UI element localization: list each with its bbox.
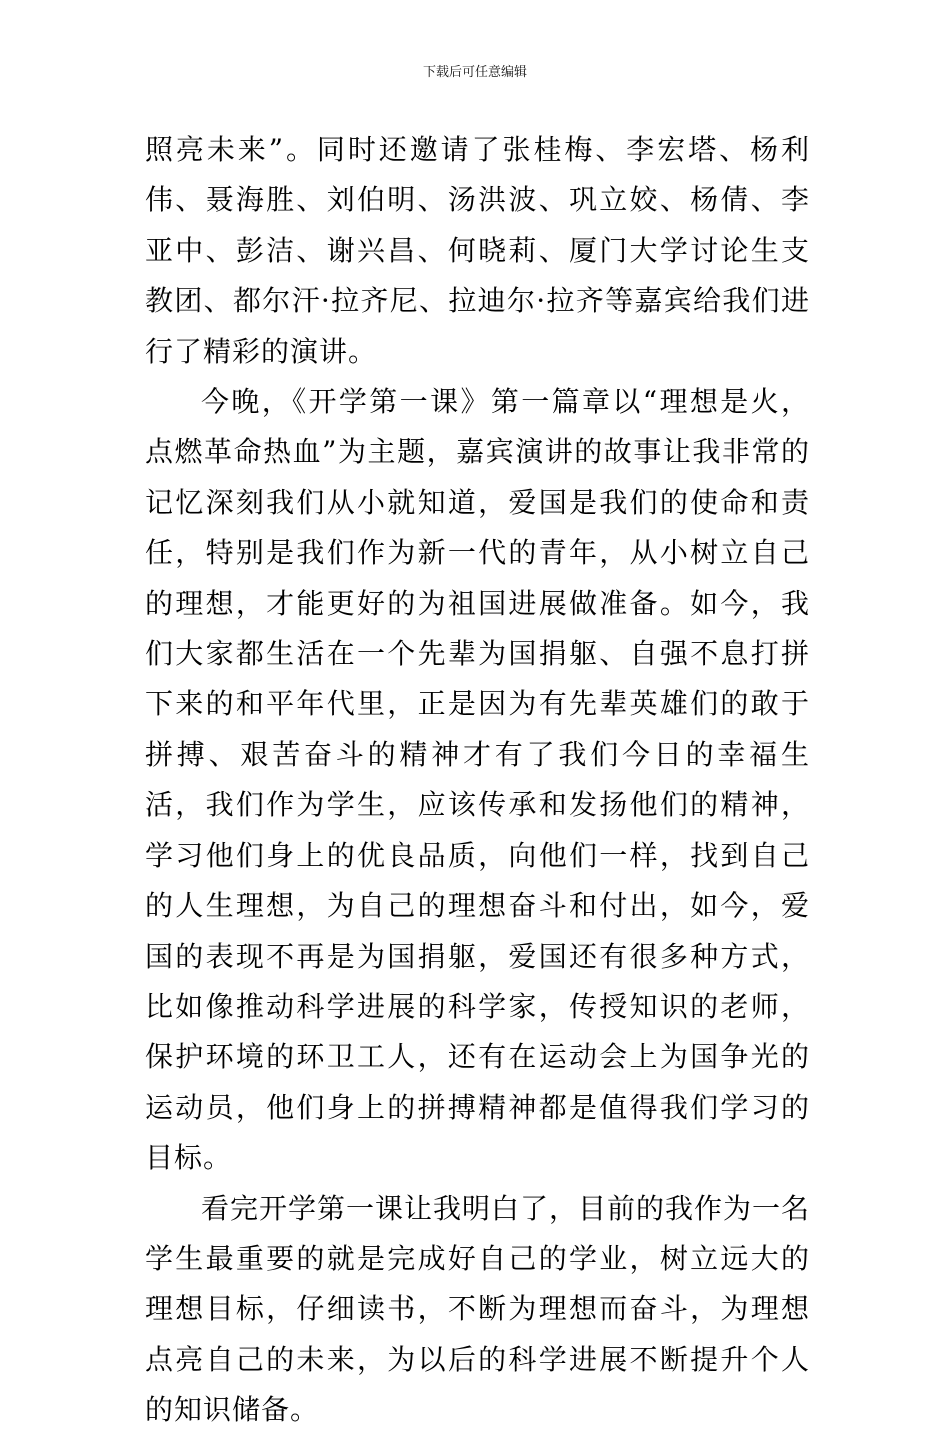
paragraph-3: 看完开学第一课让我明白了，目前的我作为一名学生最重要的就是完成好自己的学业，树立远大的理想目标，仔细读书，不断为理想而奋斗，为理想点亮自己的未来，为以后的科学进展不断提升个人的知识储备。: [145, 1191, 811, 1427]
paragraph-2: 今晚，《开学第一课》第一篇章以“理想是火，点燃革命热血”为主题，嘉宾演讲的故事让我非常的记忆深刻我们从小就知道，爱国是我们的使命和责任，特别是我们作为新一代的青年，从小树立自己的理想，才能更好的为祖国进展做准备。如今，我们大家都生活在一个先辈为国捐躯、自强不息打拼下来的和平年代里，正是因为有先辈英雄们的敢于拼搏、艰苦奋斗的精神才有了我们今日的幸福生活，我们作为学生，应该传承和发扬他们的精神，学习他们身上的优良品质，向他们一样，找到自己的人生理想，为自己的理想奋斗和付出，如今，爱国的表现不再是为国捐躯，爱国还有很多种方式，比如像推动科学进展的科学家，传授知识的老师，保护环境的环卫工人，还有在运动会上为国争光的运动员，他们身上的拼搏精神都是值得我们学习的目标。: [145, 385, 810, 1175]
document-body: [145, 125, 810, 1436]
page-header: 下载后可任意编辑: [422, 65, 527, 80]
paragraph-1: 照亮未来”。同时还邀请了张桂梅、李宏塔、杨利伟、聂海胜、刘伯明、汤洪波、巩立姣、杨倩、李亚中、彭洁、谢兴昌、何晓莉、厦门大学讨论生支教团、都尔汗·拉齐尼、拉迪尔·拉齐等嘉宾给我们进行了精彩的演讲。: [145, 133, 810, 368]
